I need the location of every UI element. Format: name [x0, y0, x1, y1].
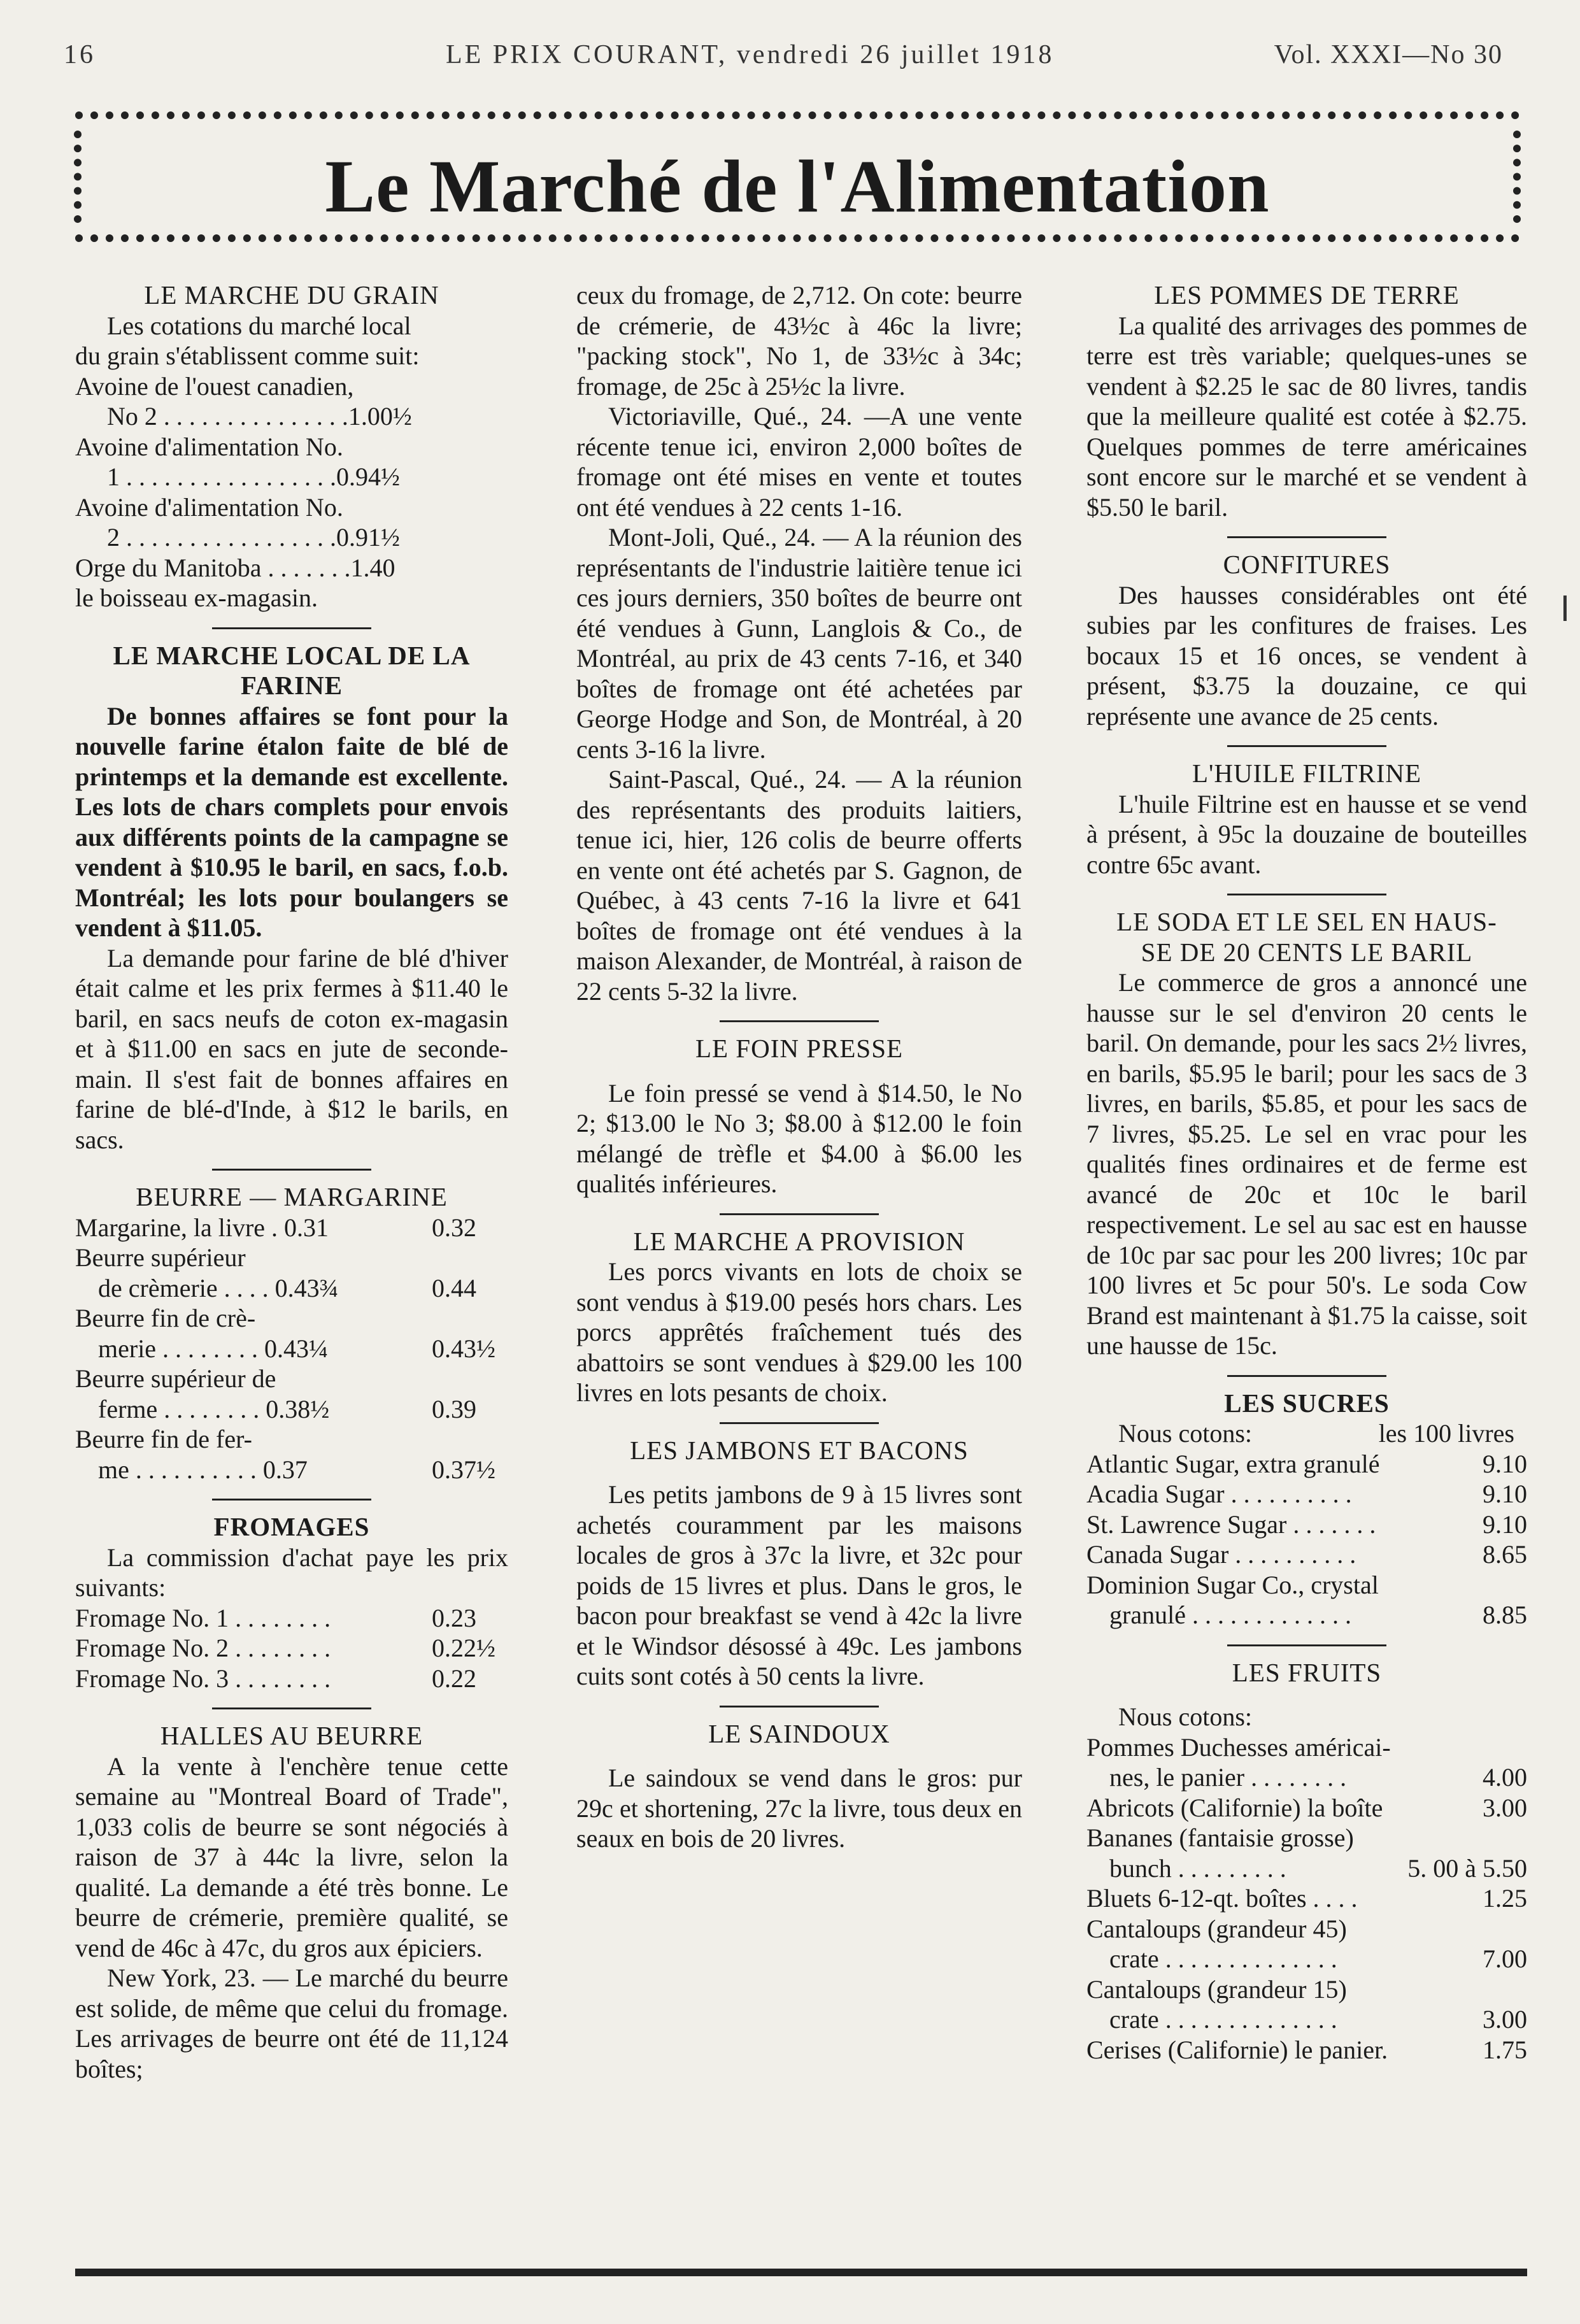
price-value: 0.23: [432, 1603, 476, 1632]
price-label: Pommes Duchesses américai-: [1086, 1732, 1391, 1762]
article-paragraph: L'huile Filtrine est en hausse et se vend à présent, à 95c la douzaine de bouteilles contre 65c avant.: [1086, 789, 1527, 879]
price-value: 1.75: [1483, 2035, 1527, 2064]
volume-number: Vol. XXXI—No 30: [1274, 40, 1503, 69]
article-fromages: [75, 1512, 508, 1693]
article-paragraph: New York, 23. — Le marché du beurre est solide, de même que celui du fromage. Les arrivages de beurre ont été de 11,124 boîtes;: [75, 1964, 508, 2083]
price-label: Beurre fin de fer-: [75, 1425, 252, 1453]
article-heading: L'HUILE FILTRINE: [1192, 759, 1422, 788]
price-value: 4.00: [1483, 1763, 1527, 1792]
article-paragraph: De bonnes affaires se font pour la nouvelle farine étalon faite de blé de printemps et la demande est excellente. Les lots de chars complets pour envois aux différents points de la campagne se vendent à $10.95 le baril, en sacs, f.o.b. Montréal; les lots pour boulangers se vendent à $11.05.: [75, 701, 508, 942]
divider: [1227, 745, 1386, 747]
price-value: 5. 00 à 5.50: [1407, 1853, 1527, 1883]
article-heading: LE SODA ET LE SEL EN HAUS-: [1116, 907, 1497, 936]
price-row: [75, 1394, 508, 1425]
article-heading: LE SAINDOUX: [708, 1718, 890, 1748]
price-value: 0.32: [432, 1213, 476, 1242]
article-paragraph: A la vente à l'enchère tenue cette semaine au "Montreal Board of Trade", 1,033 colis de beurre se sont négociés à raison de 37 à 44c la livre, selon la qualité. La demande a été très bonne. Le beurre de crémerie, première qualité, se vend de 46c à 47c, du gros aux épiciers.: [75, 1751, 508, 1962]
divider: [1227, 536, 1386, 538]
article-paragraph: La qualité des arrivages des pommes de terre est très variable; quelques-unes se vendent à $2.25 le sac de 80 livres, tandis que la meilleure qualité est cotée à $2.75. Quelques pommes de terre américaines sont encore sur le marché et se vendent à $5.50 le baril.: [1086, 311, 1527, 522]
price-row: [1086, 1823, 1527, 1853]
price-value: 0.22½: [432, 1634, 495, 1662]
text-line: Avoine de l'ouest canadien,: [75, 371, 354, 401]
price-row: [1086, 1418, 1527, 1449]
price-row: [75, 1243, 508, 1273]
price-row: [1086, 1914, 1527, 1944]
article-heading: SE DE 20 CENTS LE BARIL: [1141, 937, 1473, 967]
running-header: [64, 39, 1503, 78]
divider: [212, 1499, 371, 1501]
price-row: [1086, 2035, 1527, 2065]
divider: [720, 1020, 879, 1022]
price-row: [1086, 1793, 1527, 1823]
price-row: [75, 1303, 508, 1334]
article-grain: [75, 280, 508, 613]
divider: [720, 1422, 879, 1424]
article-paragraph: La demande pour farine de blé d'hiver était calme et les prix fermes à $11.40 le baril, en sacs neufs de coton ex-magasin et à $11.00 en sacs en jute de seconde-main. Il s'est fait de bonnes affaires en farine de blé-d'Inde, à $12 le barils, en sacs.: [75, 943, 508, 1154]
article-paragraph: Le foin pressé se vend à $14.50, le No 2; $13.00 le No 3; $8.00 à $12.00 le foin mélangé de trèfle et $4.00 à $6.00 les qualités inférieures.: [576, 1078, 1022, 1198]
article-foin: [576, 1034, 1022, 1199]
price-row: [1086, 1570, 1527, 1600]
article-confitures: [1086, 550, 1527, 731]
price-row: [1086, 1600, 1527, 1630]
price-label: nes, le panier . . . . . . . .: [1109, 1763, 1347, 1792]
price-value: 7.00: [1483, 1944, 1527, 1973]
article-paragraph: La commission d'achat paye les prix suivants:: [75, 1543, 508, 1602]
article-paragraph: Mont-Joli, Qué., 24. — A la réunion des représentants de l'industrie laitière tenue ici ces jours derniers, 350 boîtes de beurre ont été vendues à Gunn, Langlois & Co., de Montréal, au prix de 43 cents 7-16, et 340 boîtes de fromage ont été achetées par George Hodge and Son, de Montréal, à 20 cents 3-16 la livre.: [576, 523, 1022, 764]
article-halles: [75, 1721, 508, 2084]
article-soda: [1086, 907, 1527, 1361]
text-line: le boisseau ex-magasin.: [75, 583, 318, 612]
divider: [1227, 1644, 1386, 1646]
price-value: 0.39: [432, 1394, 476, 1423]
price-label: Cerises (Californie) le panier.: [1086, 2035, 1388, 2064]
price-row: [75, 1603, 508, 1634]
price-label: crate . . . . . . . . . . . . . .: [1109, 2005, 1337, 2034]
price-value: 3.00: [1483, 2005, 1527, 2034]
article-paragraph: Victoriaville, Qué., 24. —A une vente récente tenue ici, environ 2,000 boîtes de fromage ont été mises en vente et toutes ont été vendues à 22 cents 1-16.: [576, 402, 1022, 522]
price-label: Beurre fin de crè-: [75, 1304, 256, 1332]
divider: [720, 1213, 879, 1215]
column-2: [576, 280, 1022, 1854]
margin-mark: [1563, 595, 1567, 621]
page-number: 16: [64, 40, 96, 69]
price-value: 8.65: [1483, 1540, 1527, 1569]
price-label: de crèmerie . . . . 0.43¾: [98, 1273, 339, 1302]
article-heading: BEURRE — MARGARINE: [136, 1182, 448, 1211]
price-row: [1086, 1509, 1527, 1540]
article-jambons: [576, 1436, 1022, 1692]
price-label: Cantaloups (grandeur 15): [1086, 1974, 1347, 2004]
price-label: Fromage No. 1 . . . . . . . .: [75, 1603, 331, 1632]
article-heading: CONFITURES: [1223, 550, 1391, 579]
section-title: Le Marché de l'Alimentation: [325, 145, 1270, 228]
article-fruits: [1086, 1658, 1527, 2065]
price-value: 8.85: [1483, 1600, 1527, 1629]
article-farine: [75, 641, 508, 1155]
price-row: [75, 1455, 508, 1485]
text-line: Nous cotons:: [1118, 1702, 1252, 1731]
price-value: 0.44: [432, 1273, 476, 1302]
price-value: 0.22: [432, 1664, 476, 1693]
price-label: Bananes (fantaisie grosse): [1086, 1823, 1354, 1852]
divider: [212, 1169, 371, 1171]
price-row: [1086, 1732, 1527, 1763]
text-line: Les cotations du marché local: [107, 311, 411, 340]
price-value: 9.10: [1483, 1509, 1527, 1539]
price-row: [1086, 1944, 1527, 1974]
article-paragraph: Saint-Pascal, Qué., 24. — A la réunion des représentants des produits laitiers, tenue ici, hier, 126 colis de beurre offerts en vente ont été achetés par S. Gagnon, de Québec, à 43 cents 7-16 la livre et 641 boîtes de fromage ont été vendues à la maison Alexander, de Montréal, à raison de 22 cents 5-32 la livre.: [576, 765, 1022, 1006]
article-heading: LE MARCHE LOCAL DE LA: [113, 640, 471, 670]
price-label: ferme . . . . . . . . 0.38½: [98, 1394, 330, 1423]
article-heading: LE FOIN PRESSE: [695, 1034, 904, 1063]
article-paragraph: ceux du fromage, de 2,712. On cote: beurre de crémerie, de 43½c à 46c la livre; "packing stock", No 1, de 33½c à 34c; fromage, de 25c à 25½c la livre.: [576, 281, 1022, 401]
price-unit: les 100 livres: [1378, 1419, 1514, 1448]
price-value: 1.25: [1483, 1884, 1527, 1913]
text-line: Orge du Manitoba . . . . . . .1.40: [75, 553, 395, 582]
article-heading: LES FRUITS: [1232, 1657, 1382, 1687]
price-row: [1086, 1479, 1527, 1509]
article-heading: LES POMMES DE TERRE: [1154, 280, 1460, 310]
article-paragraph: Les petits jambons de 9 à 15 livres sont achetés couramment par les maisons locales de gros à 37c la livre, et 32c pour poids de 15 livres et plus. Dans le gros, le bacon pour breakfast se vend à 42c la livre et le Windsor désossé à 49c. Les jambons cuits sont cotés à 50 cents la livre.: [576, 1480, 1022, 1690]
bottom-rule: [75, 2269, 1527, 2276]
article-heading: HALLES AU BEURRE: [160, 1721, 423, 1750]
price-value: 3.00: [1483, 1793, 1527, 1822]
price-row: [1086, 1883, 1527, 1914]
price-label: Bluets 6-12-qt. boîtes . . . .: [1086, 1884, 1358, 1913]
price-row: [75, 1273, 508, 1304]
price-row: [75, 1334, 508, 1364]
price-label: granulé . . . . . . . . . . . . .: [1109, 1600, 1351, 1629]
article-heading: FARINE: [240, 671, 343, 700]
article-provision: [576, 1227, 1022, 1408]
price-label: Fromage No. 3 . . . . . . . .: [75, 1664, 331, 1693]
price-label: Beurre supérieur de: [75, 1364, 276, 1393]
price-value: 0.43½: [432, 1334, 495, 1363]
text-line: Avoine d'alimentation No.: [75, 432, 343, 461]
price-label: St. Lawrence Sugar . . . . . . .: [1086, 1509, 1376, 1539]
price-row: [75, 1364, 508, 1394]
price-row: [1086, 1762, 1527, 1793]
column-1: [75, 280, 508, 2084]
divider: [212, 627, 371, 629]
article-heading: LES JAMBONS ET BACONS: [630, 1435, 969, 1465]
article-heading: LES SUCRES: [1224, 1388, 1390, 1418]
divider: [1227, 1375, 1386, 1377]
price-label: bunch . . . . . . . . .: [1109, 1853, 1286, 1883]
article-heading: LE MARCHE A PROVISION: [633, 1226, 965, 1256]
article-paragraph: Le commerce de gros a annoncé une hausse sur le sel d'environ 20 cents le baril. On demande, pour les sacs 2½ livres, en barils, $5.95 le baril; pour les sacs de 3 livres, en barils, $5.85, et pour les sacs de 7 livres, $5.25. Le sel en vrac pour les qualités fines ordinaires et de ferme est avancé de 20c et 10c le baril respectivement. Le sel au sac est en hausse de 10c par sac pour les 200 livres; 10c par 100 livres et 5c pour 50's. Le soda Cow Brand est maintenant à $1.75 la caisse, soit une hausse de 15c.: [1086, 968, 1527, 1360]
text-line: No 2 . . . . . . . . . . . . . . .1.00½: [107, 402, 412, 431]
divider: [720, 1706, 879, 1707]
price-row: [1086, 1449, 1527, 1479]
price-label: me . . . . . . . . . . 0.37: [98, 1455, 308, 1484]
price-row: [75, 1633, 508, 1664]
article-paragraph: Le saindoux se vend dans le gros: pur 29c et shortening, 27c la livre, tous deux en seaux en bois de 20 livres.: [576, 1764, 1022, 1853]
journal-title: LE PRIX COURANT, vendredi 26 juillet 1918: [446, 40, 1055, 69]
article-pommes: [1086, 280, 1527, 522]
price-label: merie . . . . . . . . 0.43¼: [98, 1334, 329, 1363]
price-row: [75, 1213, 508, 1243]
text-line: du grain s'établissent comme suit:: [75, 341, 420, 370]
article-sucres: [1086, 1388, 1527, 1630]
text-line: 1 . . . . . . . . . . . . . . . . .0.94½: [107, 462, 400, 491]
price-row: [1086, 1853, 1527, 1884]
article-heading: LE MARCHE DU GRAIN: [144, 280, 439, 310]
column-3: [1086, 280, 1527, 2065]
price-value: 0.37½: [432, 1455, 495, 1484]
price-row: [1086, 1539, 1527, 1570]
price-value: 9.10: [1483, 1479, 1527, 1508]
price-row: [75, 1664, 508, 1694]
price-label: Beurre supérieur: [75, 1243, 246, 1272]
article-paragraph: Les porcs vivants en lots de choix se sont vendus à $19.00 pesés hors chars. Les porcs apprêtés fraîchement tués des abattoirs se sont vendues à $29.00 les 100 livres en lots pesants de choix.: [576, 1257, 1022, 1407]
price-label: crate . . . . . . . . . . . . . .: [1109, 1944, 1337, 1973]
price-label: Dominion Sugar Co., crystal: [1086, 1570, 1379, 1599]
price-label: Canada Sugar . . . . . . . . . .: [1086, 1540, 1356, 1569]
price-label: Fromage No. 2 . . . . . . . .: [75, 1634, 331, 1662]
price-label: Abricots (Californie) la boîte: [1086, 1793, 1383, 1822]
price-label: Acadia Sugar . . . . . . . . . .: [1086, 1479, 1352, 1508]
article-beurre: [75, 1182, 508, 1485]
article-heading: FROMAGES: [213, 1512, 370, 1541]
price-row: [75, 1424, 508, 1455]
price-label: Nous cotons:: [1118, 1419, 1252, 1448]
price-value: 9.10: [1483, 1449, 1527, 1478]
section-banner: [75, 111, 1520, 242]
price-row: [1086, 1974, 1527, 2005]
price-label: Atlantic Sugar, extra granulé: [1086, 1449, 1380, 1478]
article-paragraph: Des hausses considérables ont été subies par les confitures de fraises. Les bocaux 15 et 16 onces, se vendent à présent, $3.75 la douzaine, ce qui représente une avance de 25 cents.: [1086, 580, 1527, 731]
article-huile: [1086, 759, 1527, 880]
price-label: Cantaloups (grandeur 45): [1086, 1914, 1347, 1943]
divider: [1227, 894, 1386, 895]
article-saindoux: [576, 1719, 1022, 1854]
divider: [212, 1707, 371, 1709]
text-line: Avoine d'alimentation No.: [75, 492, 343, 522]
text-line: 2 . . . . . . . . . . . . . . . . .0.91½: [107, 523, 400, 552]
price-row: [1086, 2004, 1527, 2035]
price-label: Margarine, la livre . 0.31: [75, 1213, 329, 1242]
